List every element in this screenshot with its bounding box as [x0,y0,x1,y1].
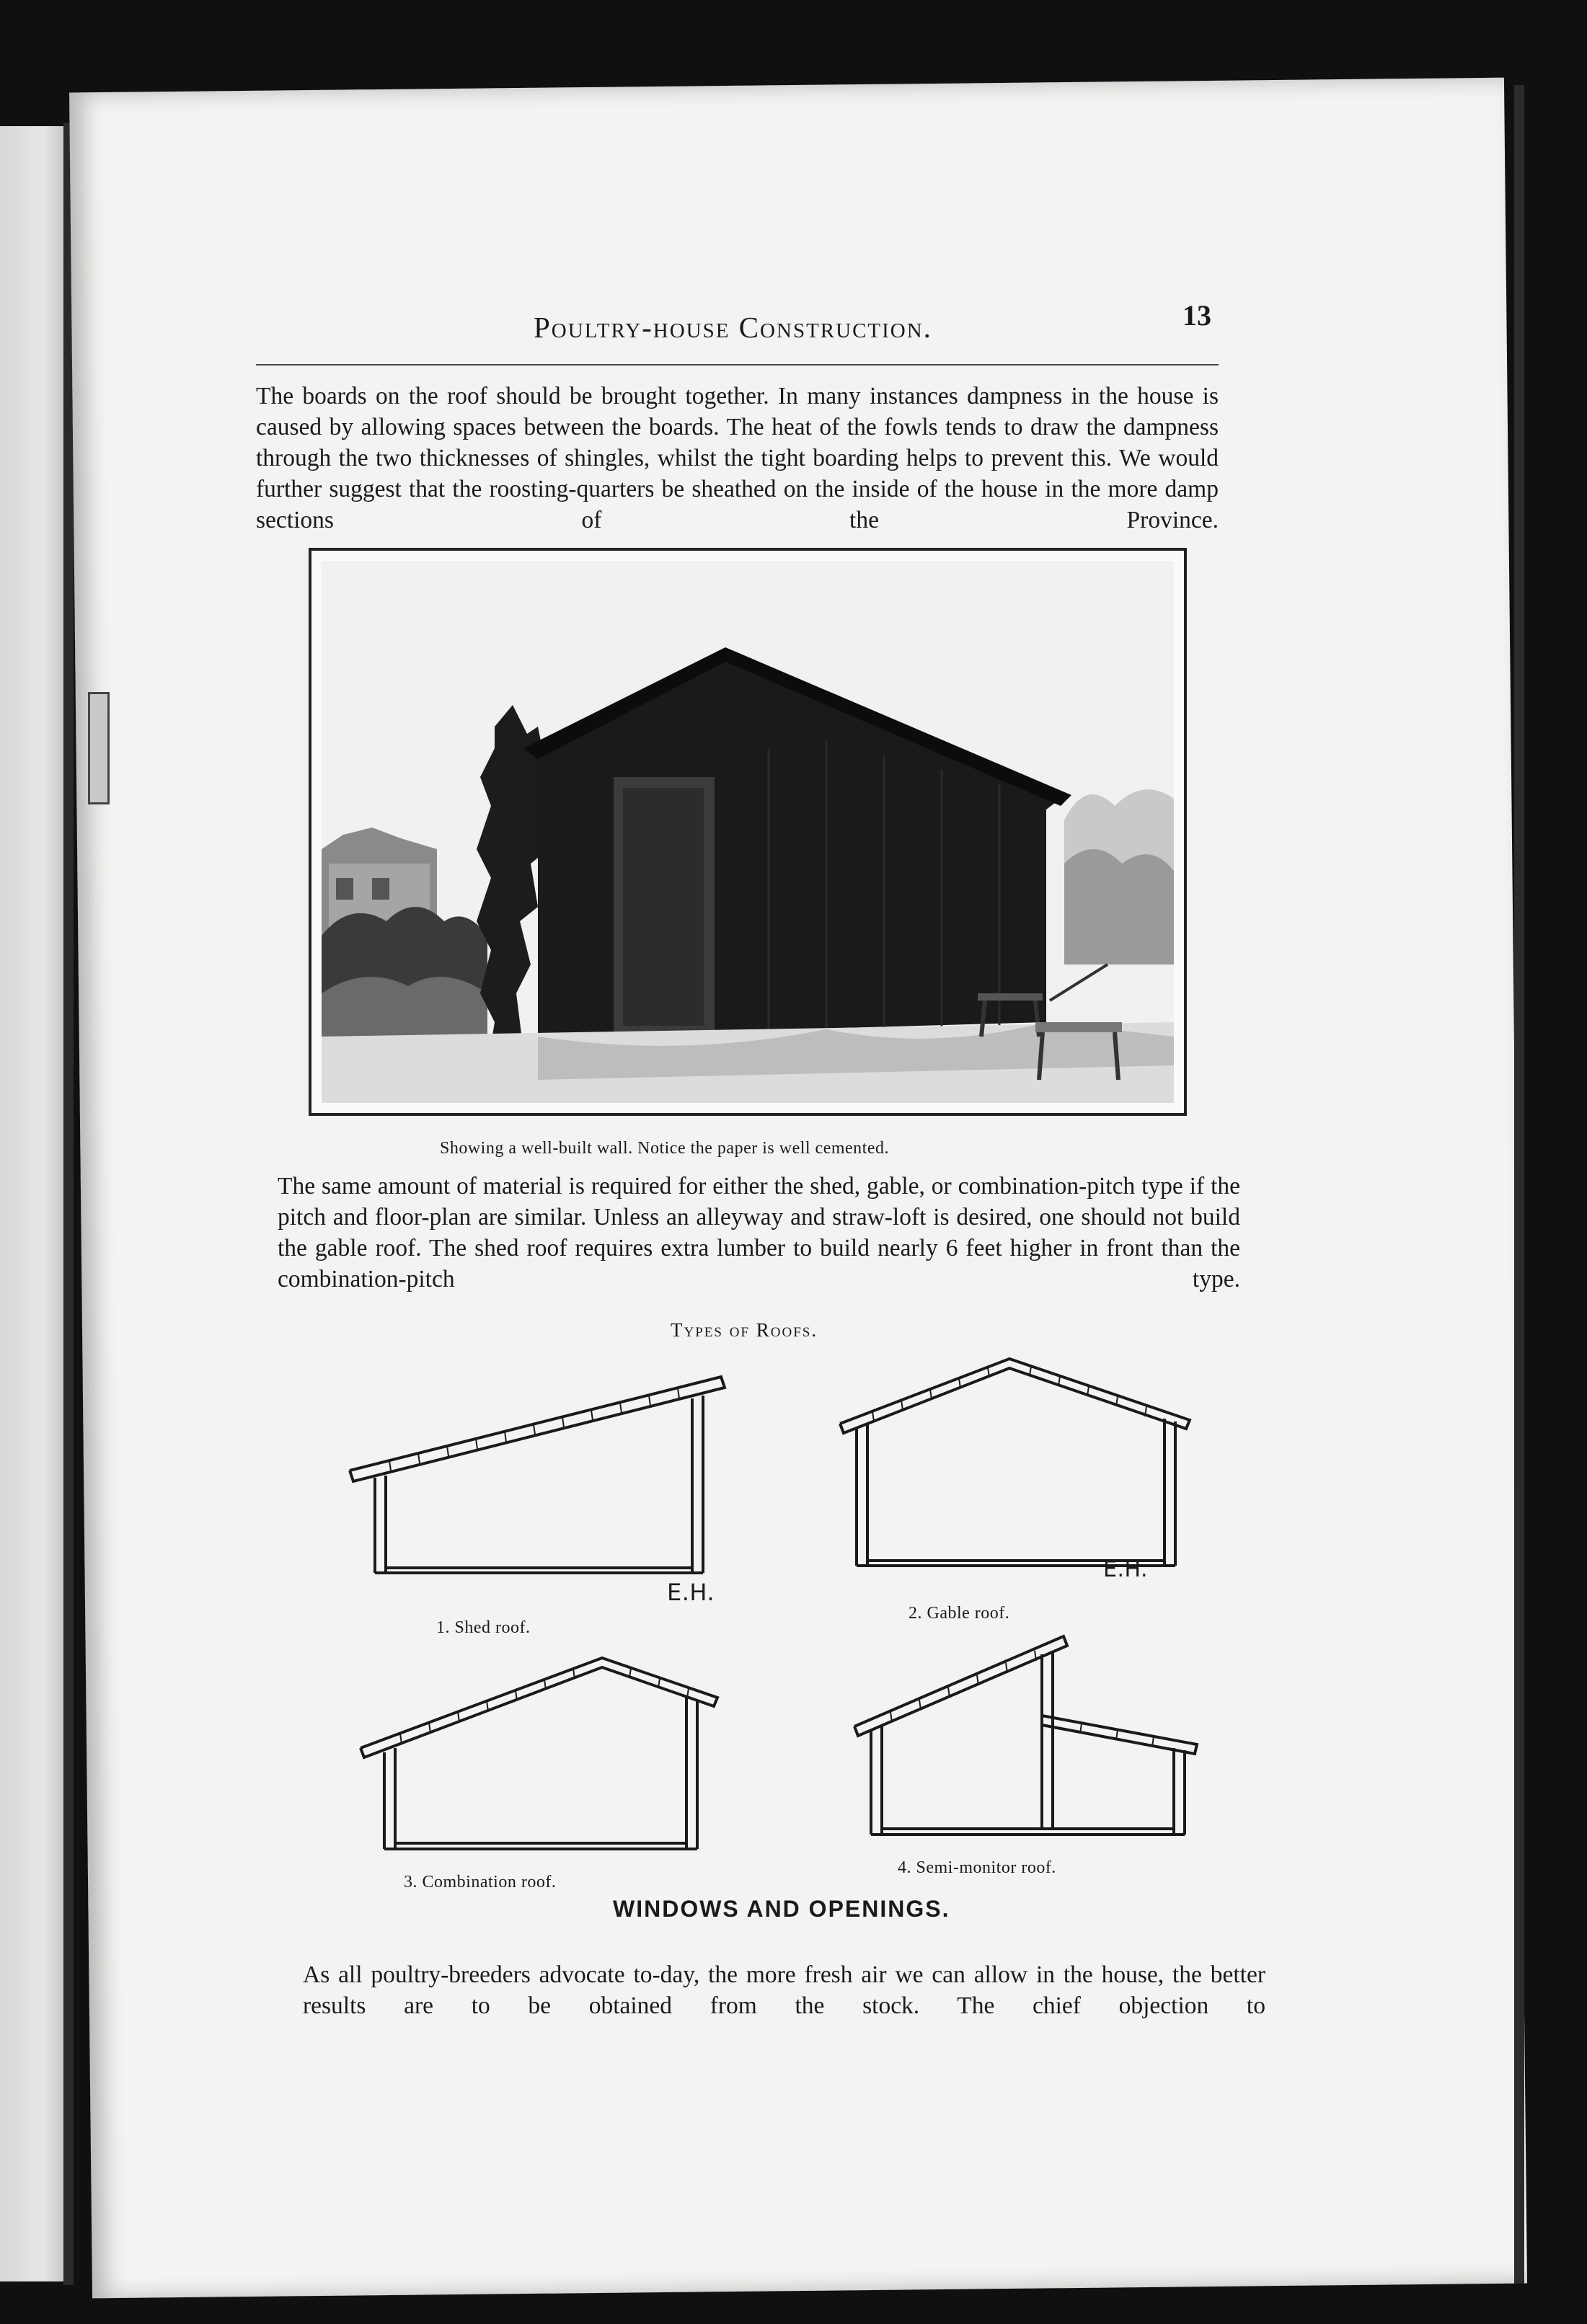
initials-gable-roof: E.H. [1103,1557,1149,1582]
left-page-edge [0,126,72,2281]
page-number: 13 [1182,299,1211,332]
book-spine [63,123,74,2285]
label-gable-roof: 2. Gable roof. [909,1604,1010,1623]
photo-frame [309,548,1187,1116]
binding-clip [88,692,110,804]
paragraph-windows: As all poultry-breeders advocate to-day, the more fresh air we can allow in the house, the better results are to be obtained from the stock. The chief objection to [303,1961,1265,2019]
types-of-roofs-heading: Types of Roofs. [671,1319,818,1341]
section-heading-windows: WINDOWS AND OPENINGS. [613,1896,950,1922]
photo-caption: Showing a well-built wall. Notice the paper is well cemented. [440,1139,889,1158]
label-semi-monitor-roof: 4. Semi-monitor roof. [898,1858,1056,1877]
diagram-combination-roof [357,1654,725,1863]
paragraph-roof-boards: The boards on the roof should be brought together. In many instances dampness in the house is caused by allowing spaces between the boards. The heat of the fowls tends to draw the dampness through the two thicknesses of shingles, whilst the tight boarding helps to prevent this. We would further suggest that the roosting-quarters be sheathed on the inside of the house in the more damp sections of the Province. [256,383,1219,533]
running-header: Poultry-house Construction. [534,311,932,344]
page-right-edge [1514,85,1524,2284]
house-photo-illustration [322,561,1174,1103]
diagram-gable-roof [836,1355,1197,1571]
photo-poultry-house [322,561,1174,1103]
initials-shed-roof: E.H. [667,1579,715,1606]
diagram-shed-roof [346,1370,735,1607]
header-rule [256,364,1219,365]
diagram-semi-monitor-roof [851,1633,1204,1849]
label-shed-roof: 1. Shed roof. [436,1618,531,1637]
label-combination-roof: 3. Combination roof. [404,1873,557,1891]
paragraph-roof-types: The same amount of material is required for either the shed, gable, or combination-pitch type if the pitch and floor-plan are similar. Unless an alleyway and straw-loft is desired, one should not build the gable roof. The shed roof requires extra lumber to build nearly 6 feet higher in front than the combination-pitch type. [278,1173,1240,1292]
